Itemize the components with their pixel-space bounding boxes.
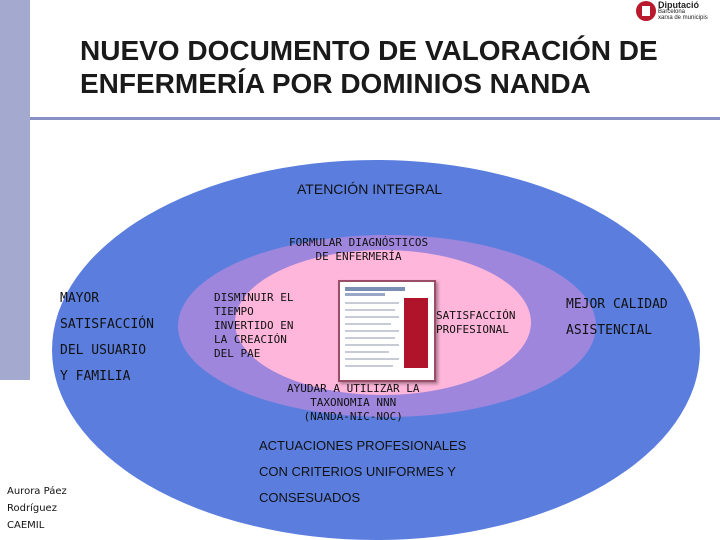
- diputacio-logo: [636, 0, 720, 24]
- bottom-inner-text: AYUDAR A UTILIZAR LA TAXONOMIA NNN (NANDA-NIC-NOC): [287, 382, 420, 423]
- logo-line-2: Barcelona: [658, 9, 686, 15]
- logo-shield-icon: [636, 1, 656, 21]
- right-outer-text: MEJOR CALIDAD ASISTENCIAL: [566, 297, 668, 338]
- slide-title: [80, 34, 680, 100]
- title-line-1: NUEVO DOCUMENTO DE VALORACIÓN DE: [80, 35, 658, 66]
- right-inner-text: SATISFACCIÓN PROFESIONAL: [436, 309, 516, 336]
- title-underline: [30, 117, 720, 120]
- outer-label: ATENCIÓN INTEGRAL: [297, 181, 443, 197]
- left-outer-text: MAYOR SATISFACCIÓN DEL USUARIO Y FAMILIA: [60, 291, 154, 384]
- bottom-outer-text: ACTUACIONES PROFESIONALES CON CRITERIOS UNIFORMES Y CONSESUADOS: [259, 438, 467, 505]
- logo-line-1: Diputació: [658, 0, 700, 10]
- left-inner-text: DISMINUIR EL TIEMPO INVERTIDO EN LA CREACIÓN DEL PAE: [214, 291, 294, 360]
- author-caption: Aurora Páez Rodríguez CAEMIL: [7, 486, 67, 531]
- document-image: [338, 280, 436, 382]
- top-inner-text: FORMULAR DIAGNÓSTICOS DE ENFERMERÍA: [289, 236, 429, 263]
- logo-line-3: xarxa de municipis: [658, 15, 708, 21]
- left-accent-bar: [0, 0, 30, 380]
- title-line-2: ENFERMERÍA POR DOMINIOS NANDA: [80, 68, 591, 99]
